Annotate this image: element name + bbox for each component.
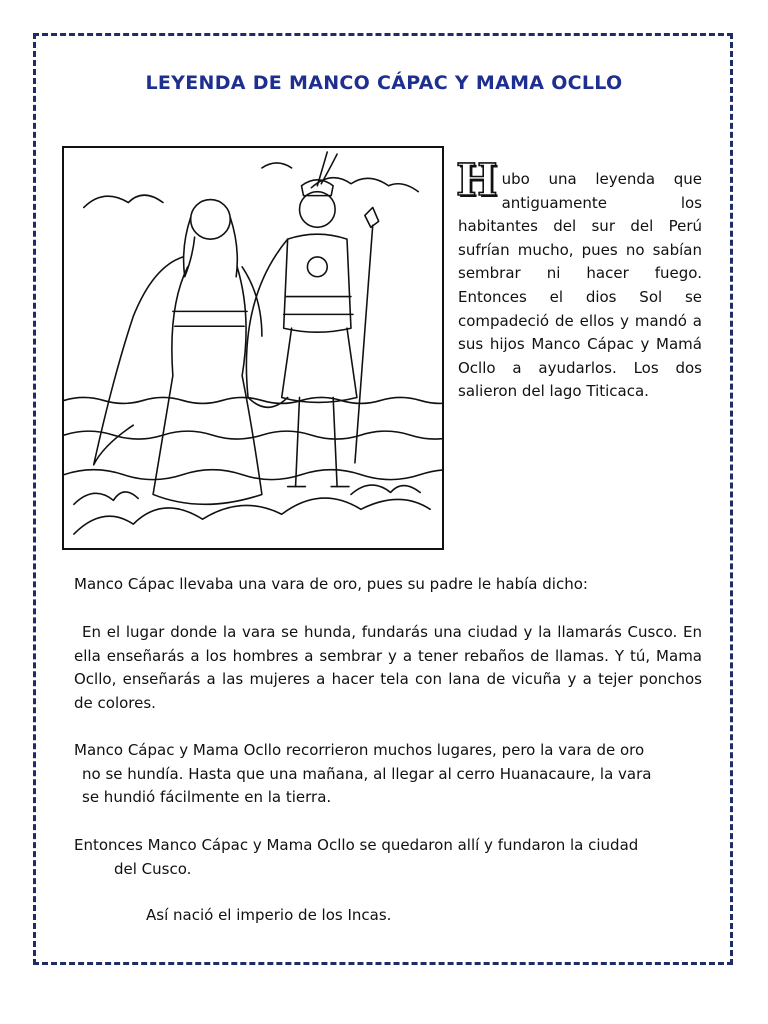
dropcap-letter: H bbox=[456, 155, 498, 206]
illustration-drawing bbox=[64, 148, 442, 548]
intro-text: ubo una leyenda que antiguamente los habitantes del sur del Perú sufrían mucho, pues no sabían sembrar ni hacer fuego. Entonces el dios Sol se compadeció de ellos y mandó a sus hijos Manco Cápac y Mamá Ocllo a ayudarlos. Los dos salieron del lago Titicaca. bbox=[458, 170, 702, 401]
intro-paragraph bbox=[456, 155, 702, 404]
recorrido-line-3: se hundió fácilmente en la tierra. bbox=[82, 788, 332, 807]
paragraph-instrucciones-text: En el lugar donde la vara se hunda, fundarás una ciudad y la llamarás Cusco. En ella enseñarás a los hombres a sembrar y a tener rebaños de llamas. Y tú, Mama Ocllo, enseñarás a las mujeres a hacer tela con lana de vicuña y a tejer ponchos de colores. bbox=[74, 623, 702, 712]
recorrido-line-1: Manco Cápac y Mama Ocllo recorrieron muchos lugares, pero la vara de oro bbox=[74, 741, 645, 759]
paragraph-conclusion: Así nació el imperio de los Incas. bbox=[146, 906, 392, 924]
fundacion-line-2: del Cusco. bbox=[114, 859, 192, 878]
paragraph-instrucciones bbox=[74, 621, 702, 715]
page-title: LEYENDA DE MANCO CÁPAC Y MAMA OCLLO bbox=[145, 72, 623, 94]
fundacion-line-1: Entonces Manco Cápac y Mama Ocllo se quedaron allí y fundaron la ciudad bbox=[74, 836, 639, 854]
paragraph-recorrido bbox=[74, 739, 702, 810]
manco-capac-mama-ocllo-illustration bbox=[62, 146, 444, 550]
paragraph-vara-de-oro: Manco Cápac llevaba una vara de oro, pues su padre le había dicho: bbox=[74, 575, 588, 593]
recorrido-line-2: no se hundía. Hasta que una mañana, al llegar al cerro Huanacaure, la vara bbox=[82, 764, 652, 783]
paragraph-fundacion bbox=[74, 834, 702, 881]
